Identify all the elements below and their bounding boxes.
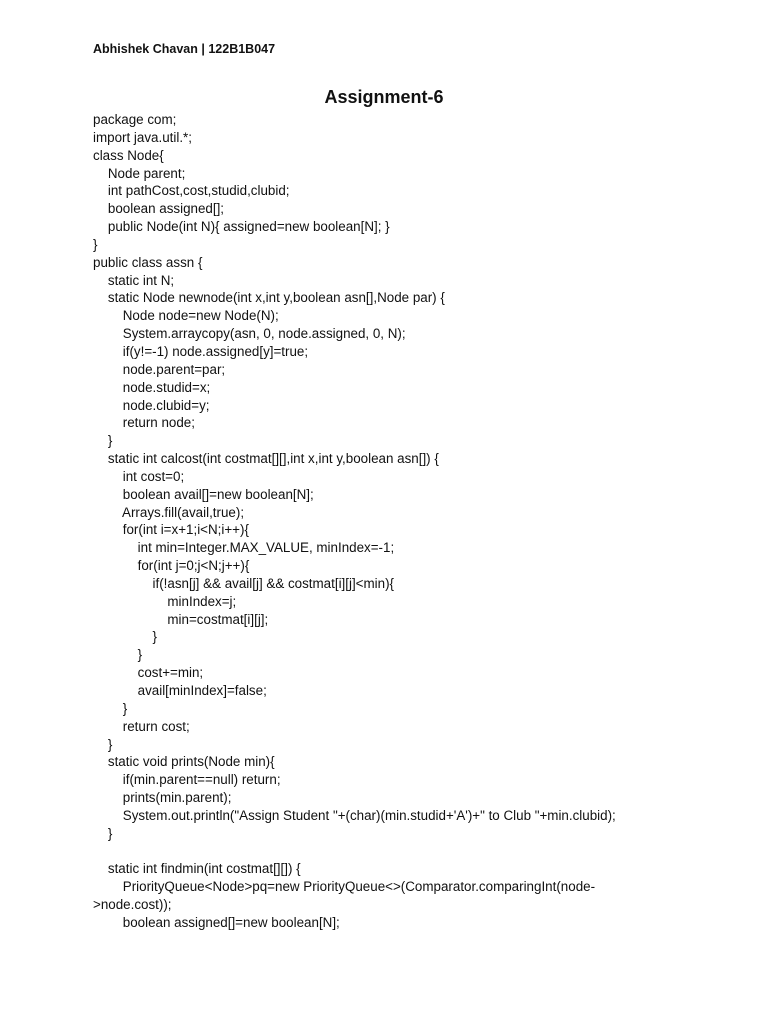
code-line: class Node{: [93, 147, 164, 163]
code-line: Arrays.fill(avail,true);: [93, 504, 245, 520]
code-line: boolean assigned[];: [93, 201, 225, 217]
author-header: Abhishek Chavan | 122B1B047: [93, 42, 276, 56]
code-line: node.clubid=y;: [93, 397, 210, 413]
code-line: public Node(int N){ assigned=new boolean[N]; }: [93, 219, 390, 235]
code-line: node.studid=x;: [93, 379, 211, 395]
code-line: }: [93, 700, 128, 716]
code-line: int cost=0;: [93, 468, 185, 484]
code-line: import java.util.*;: [93, 129, 192, 145]
code-line: public class assn {: [93, 254, 203, 270]
code-line: int min=Integer.MAX_VALUE, minIndex=-1;: [93, 540, 395, 556]
code-line: avail[minIndex]=false;: [93, 683, 267, 698]
code-line: PriorityQueue<Node>pq=new PriorityQueue<>(Comparator.comparingInt(node-: [93, 879, 596, 895]
code-line: [93, 843, 733, 861]
code-line: }: [93, 433, 113, 449]
code-line: if(!asn[j] && avail[j] && costmat[i][j]<min){: [93, 575, 395, 591]
code-line: boolean assigned[]=new boolean[N];: [93, 914, 340, 930]
code-line: Node node=new Node(N);: [93, 308, 279, 324]
code-line: if(min.parent==null) return;: [93, 772, 281, 788]
code-line: static int calcost(int costmat[][],int x,int y,boolean asn[]) {: [93, 451, 439, 467]
code-line: for(int j=0;j<N;j++){: [93, 558, 250, 574]
code-line: int pathCost,cost,studid,clubid;: [93, 183, 290, 199]
page-title: Assignment-6: [324, 87, 444, 107]
code-line: Node parent;: [93, 165, 186, 181]
code-line: if(y!=-1) node.assigned[y]=true;: [93, 343, 309, 359]
code-line: return cost;: [93, 718, 190, 734]
code-line: package com;: [93, 112, 177, 127]
code-line: >node.cost));: [93, 897, 172, 913]
code-line: return node;: [93, 415, 195, 431]
code-line: static void prints(Node min){: [93, 754, 275, 770]
code-line: for(int i=x+1;i<N;i++){: [93, 522, 249, 538]
code-line: prints(min.parent);: [93, 790, 232, 806]
code-line: static int findmin(int costmat[][]) {: [93, 861, 301, 877]
code-block: [93, 111, 733, 932]
code-line: System.out.println("Assign Student "+(char)(min.studid+'A')+" to Club "+min.clubid);: [93, 807, 616, 823]
code-line: static Node newnode(int x,int y,boolean asn[],Node par) {: [93, 290, 445, 306]
code-line: }: [93, 647, 143, 663]
code-line: cost+=min;: [93, 665, 204, 681]
code-line: System.arraycopy(asn, 0, node.assigned, 0, N);: [93, 326, 406, 342]
code-line: min=costmat[i][j];: [93, 611, 269, 627]
code-line: static int N;: [93, 272, 175, 288]
code-line: boolean avail[]=new boolean[N];: [93, 486, 314, 502]
code-line: node.parent=par;: [93, 361, 226, 377]
code-line: }: [93, 236, 98, 252]
code-line: }: [93, 825, 113, 841]
code-line: minIndex=j;: [93, 593, 237, 609]
code-line: }: [93, 736, 113, 752]
code-line: }: [93, 629, 157, 645]
